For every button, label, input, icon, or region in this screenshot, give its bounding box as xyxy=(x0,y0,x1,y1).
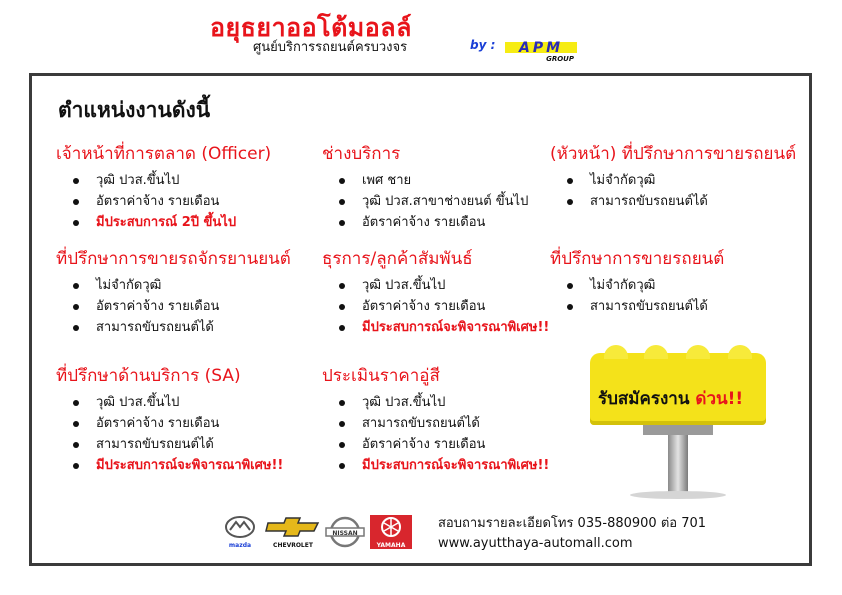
yamaha-caption: YAMAHA xyxy=(376,542,406,549)
apm-group-logo xyxy=(505,42,577,62)
urgent-label: ด่วน!! xyxy=(695,389,744,409)
requirement-list xyxy=(322,275,549,338)
contact-website[interactable]: www.ayutthaya-automall.com xyxy=(438,536,633,551)
job-section-service-advisor xyxy=(56,364,283,476)
job-title: ที่ปรึกษาด้านบริการ (SA) xyxy=(56,366,241,386)
job-title: ประเมินราคาอู่สี xyxy=(322,366,440,386)
job-section-admin-customer-relations xyxy=(322,247,549,338)
mazda-logo xyxy=(218,515,262,549)
billboard-board xyxy=(590,353,766,425)
company-subtitle: ศูนย์บริการรถยนต์ครบวงจร xyxy=(253,40,408,55)
requirement-item-highlight: มีประสบการณ์จะพิจารณาพิเศษ!! xyxy=(70,455,283,476)
job-section-technician xyxy=(322,142,528,233)
nissan-caption: NISSAN xyxy=(332,530,358,537)
requirement-list xyxy=(550,170,796,212)
requirement-item: ไม่จำกัดวุฒิ xyxy=(564,275,724,296)
contact-info xyxy=(438,514,706,554)
requirement-item: สามารถขับรถยนต์ได้ xyxy=(564,296,724,317)
contact-phone: สอบถามรายละเอียดโทร 035-880900 ต่อ 701 xyxy=(438,516,707,531)
requirement-item: สามารถขับรถยนต์ได้ xyxy=(70,434,283,455)
requirement-item: วุฒิ ปวส.ขึ้นไป xyxy=(70,392,283,413)
apm-logo-group: GROUP xyxy=(546,55,574,63)
billboard-light xyxy=(644,345,668,359)
yamaha-logo xyxy=(370,515,412,549)
billboard-base xyxy=(630,491,726,499)
by-label: by : xyxy=(470,38,496,52)
positions-heading: ตำแหน่งงานดังนี้ xyxy=(58,98,211,122)
requirement-item: วุฒิ ปวส.ขึ้นไป xyxy=(336,392,549,413)
requirement-list xyxy=(322,392,549,476)
requirement-list xyxy=(56,275,291,338)
billboard-post xyxy=(668,425,688,495)
requirement-item: อัตราค่าจ้าง รายเดือน xyxy=(70,191,271,212)
requirement-item: อัตราค่าจ้าง รายเดือน xyxy=(70,413,283,434)
requirement-list xyxy=(56,392,283,476)
requirement-item: สามารถขับรถยนต์ได้ xyxy=(564,191,796,212)
nissan-logo xyxy=(324,515,366,549)
nissan-emblem-icon xyxy=(324,515,366,549)
requirement-item: อัตราค่าจ้าง รายเดือน xyxy=(336,296,549,317)
requirement-item: อัตราค่าจ้าง รายเดือน xyxy=(70,296,291,317)
requirement-item: สามารถขับรถยนต์ได้ xyxy=(70,317,291,338)
billboard-brace xyxy=(643,425,713,435)
job-section-head-car-sales xyxy=(550,142,796,212)
apm-logo-text: APM xyxy=(519,40,564,56)
mazda-emblem-icon xyxy=(218,515,262,539)
job-section-car-sales xyxy=(550,247,724,317)
requirement-item: วุฒิ ปวส.สาขาช่างยนต์ ขึ้นไป xyxy=(336,191,528,212)
billboard-light xyxy=(686,345,710,359)
requirement-item: อัตราค่าจ้าง รายเดือน xyxy=(336,434,549,455)
requirement-item-highlight: มีประสบการณ์จะพิจารณาพิเศษ!! xyxy=(336,317,549,338)
job-section-body-shop-estimator xyxy=(322,364,549,476)
billboard-light xyxy=(604,345,628,359)
requirement-item: สามารถขับรถยนต์ได้ xyxy=(336,413,549,434)
requirement-item: ไม่จำกัดวุฒิ xyxy=(564,170,796,191)
chevrolet-bowtie-icon xyxy=(264,515,322,539)
brand-logos xyxy=(218,515,414,549)
job-section-marketing-officer xyxy=(56,142,271,233)
requirement-item: ไม่จำกัดวุฒิ xyxy=(70,275,291,296)
hiring-billboard xyxy=(590,345,775,500)
mazda-caption: mazda xyxy=(228,542,252,549)
job-title: ช่างบริการ xyxy=(322,144,401,164)
chevrolet-logo xyxy=(264,515,322,549)
billboard-light xyxy=(728,345,752,359)
hiring-label: รับสมัครงาน xyxy=(598,389,690,409)
job-title: ธุรการ/ลูกค้าสัมพันธ์ xyxy=(322,249,473,269)
job-section-motorcycle-sales xyxy=(56,247,291,338)
requirement-item-highlight: มีประสบการณ์จะพิจารณาพิเศษ!! xyxy=(336,455,549,476)
requirement-item: วุฒิ ปวส.ขึ้นไป xyxy=(336,275,549,296)
requirement-item: อัตราค่าจ้าง รายเดือน xyxy=(336,212,528,233)
job-title: ที่ปรึกษาการขายรถยนต์ xyxy=(550,249,725,269)
requirement-item-highlight: มีประสบการณ์ 2ปี ขึ้นไป xyxy=(70,212,271,233)
requirement-item: วุฒิ ปวส.ขึ้นไป xyxy=(70,170,271,191)
billboard-text xyxy=(598,385,743,412)
yamaha-tuning-fork-icon xyxy=(370,515,412,541)
chevrolet-caption: CHEVROLET xyxy=(273,542,313,549)
requirement-item: เพศ ชาย xyxy=(336,170,528,191)
requirement-list xyxy=(56,170,271,233)
company-title: อยุธยาออโต้มอลล์ xyxy=(210,13,412,42)
job-title: (หัวหน้า) ที่ปรึกษาการขายรถยนต์ xyxy=(550,144,797,164)
job-title: ที่ปรึกษาการขายรถจักรยานยนต์ xyxy=(56,249,291,269)
requirement-list xyxy=(550,275,724,317)
job-title: เจ้าหน้าที่การตลาด (Officer) xyxy=(56,144,272,164)
requirement-list xyxy=(322,170,528,233)
